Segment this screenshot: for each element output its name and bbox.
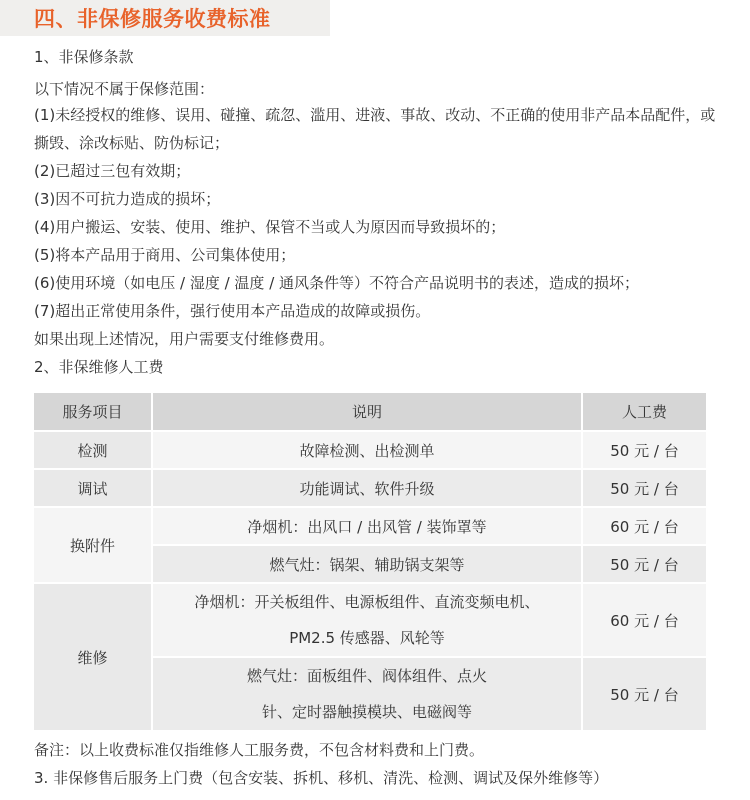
cell-fee-accessory-hood: 60 元 / 台 bbox=[582, 507, 706, 545]
clause-conclusion: 如果出现上述情况，用户需要支付维修费用。 bbox=[34, 330, 335, 348]
clause-item-7: (7)超出正常使用条件，强行使用本产品造成的故障或损伤。 bbox=[34, 302, 431, 320]
clause-item-1-cont: 撕毁、涂改标贴、防伪标记； bbox=[34, 134, 230, 152]
header-service-item: 服务项目 bbox=[34, 393, 152, 431]
table-row bbox=[34, 431, 706, 469]
clause-item-3: (3)因不可抗力造成的损坏； bbox=[34, 190, 221, 208]
clause-heading: 1、非保修条款 bbox=[34, 48, 134, 66]
cell-fee-debug: 50 元 / 台 bbox=[582, 469, 706, 507]
header-description: 说明 bbox=[152, 393, 582, 431]
cell-desc-repair-stove bbox=[152, 657, 582, 731]
header-labor-fee: 人工费 bbox=[582, 393, 706, 431]
table-note: 备注：以上收费标准仅指维修人工服务费，不包含材料费和上门费。 bbox=[34, 741, 485, 759]
clause-item-2: (2)已超过三包有效期； bbox=[34, 162, 191, 180]
cell-desc-accessory-stove: 燃气灶：锅架、辅助锅支架等 bbox=[152, 545, 582, 583]
clause-item-1: (1)未经授权的维修、误用、碰撞、疏忽、滥用、进液、事故、改动、不正确的使用非产品本品配件，或 bbox=[34, 106, 716, 124]
table-row bbox=[34, 469, 706, 507]
table-row bbox=[34, 507, 706, 545]
cell-fee-repair-stove: 50 元 / 台 bbox=[582, 657, 706, 731]
clause-item-5: (5)将本产品用于商用、公司集体使用； bbox=[34, 246, 296, 264]
cell-item-accessory: 换附件 bbox=[34, 507, 152, 583]
section-title: 四、非保修服务收费标准 bbox=[34, 7, 271, 31]
cell-item-repair: 维修 bbox=[34, 583, 152, 731]
labor-fee-table bbox=[34, 393, 706, 732]
cell-item-inspection: 检测 bbox=[34, 431, 152, 469]
cell-desc-inspection: 故障检测、出检测单 bbox=[152, 431, 582, 469]
cell-item-debug: 调试 bbox=[34, 469, 152, 507]
cell-desc-repair-hood-line2: PM2.5 传感器、风轮等 bbox=[289, 629, 445, 647]
cell-fee-inspection: 50 元 / 台 bbox=[582, 431, 706, 469]
clause-intro: 以下情况不属于保修范围： bbox=[34, 80, 215, 98]
clause-item-4: (4)用户搬运、安装、使用、维护、保管不当或人为原因而导致损坏的； bbox=[34, 218, 506, 236]
cell-desc-repair-hood bbox=[152, 583, 582, 657]
cell-fee-repair-hood: 60 元 / 台 bbox=[582, 583, 706, 657]
onsite-fee-heading: 3. 非保修售后服务上门费（包含安装、拆机、移机、清洗、检测、调试及保外维修等） bbox=[34, 769, 609, 787]
cell-fee-accessory-stove: 50 元 / 台 bbox=[582, 545, 706, 583]
table-row bbox=[34, 583, 706, 657]
cell-desc-repair-stove-line1: 燃气灶：面板组件、阀体组件、点火 bbox=[246, 667, 487, 685]
cell-desc-repair-stove-line2: 针、定时器触摸模块、电磁阀等 bbox=[261, 703, 472, 721]
cell-desc-accessory-hood: 净烟机：出风口 / 出风管 / 装饰罩等 bbox=[152, 507, 582, 545]
clause-item-6: (6)使用环境（如电压 / 湿度 / 温度 / 通风条件等）不符合产品说明书的表述，造成的损坏； bbox=[34, 274, 640, 292]
labor-fee-heading: 2、非保维修人工费 bbox=[34, 358, 164, 376]
cell-desc-repair-hood-line1: 净烟机：开关板组件、电源板组件、直流变频电机、 bbox=[194, 593, 540, 611]
table-header-row bbox=[34, 393, 706, 431]
cell-desc-debug: 功能调试、软件升级 bbox=[152, 469, 582, 507]
